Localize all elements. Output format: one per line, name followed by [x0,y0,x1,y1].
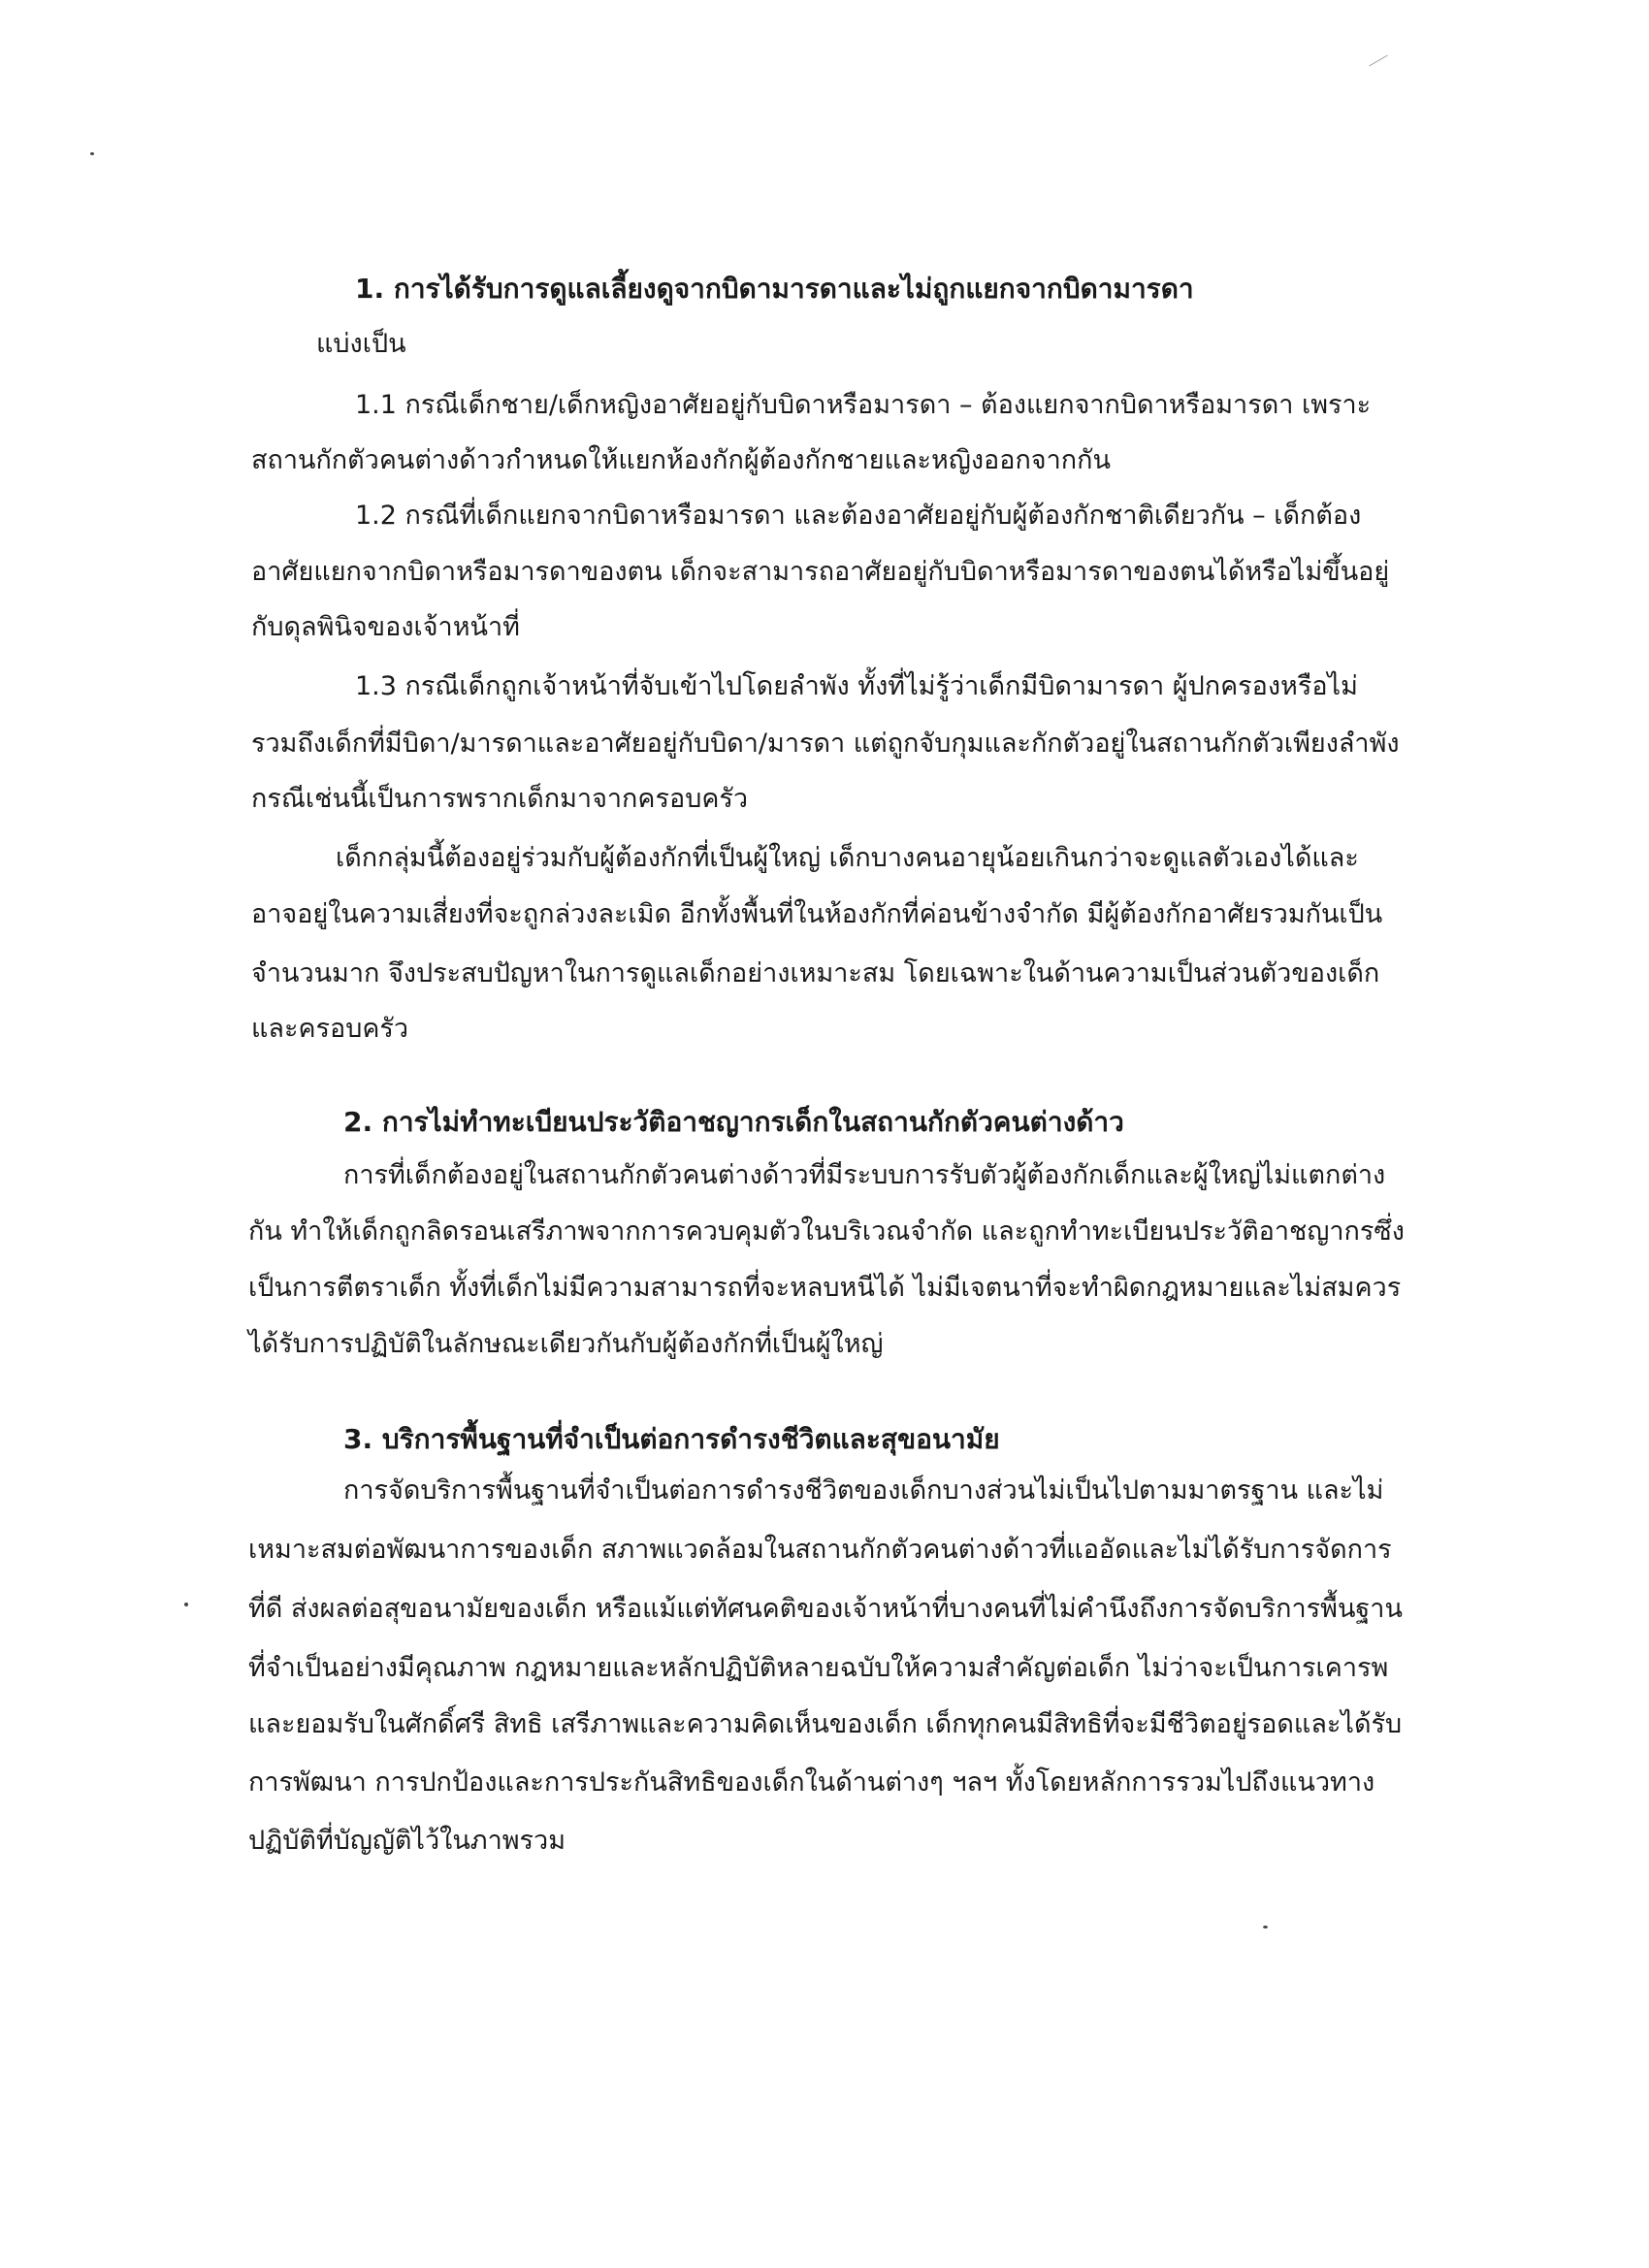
section-2-line-3: เป็นการตีตราเด็ก ทั้งที่เด็กไม่มีความสามารถที่จะหลบหนีได้ ไม่มีเจตนาที่จะทำผิดกฎหมายและไม่สมควร [248,1273,1402,1303]
section-3-line-6: การพัฒนา การปกป้องและการประกันสิทธิของเด็กในด้านต่างๆ ฯลฯ ทั้งโดยหลักการรวมไปถึงแนวทาง [248,1767,1375,1798]
scan-speck [184,1603,188,1606]
section-2-line-4: ได้รับการปฏิบัติในลักษณะเดียวกันกับผู้ต้องกักที่เป็นผู้ใหญ่ [248,1329,884,1359]
item-1-2-line-1: 1.2 กรณีที่เด็กแยกจากบิดาหรือมารดา และต้องอาศัยอยู่กับผู้ต้องกักชาติเดียวกัน – เด็กต้อง [355,501,1362,531]
section-1-para-line-2: อาจอยู่ในความเสี่ยงที่จะถูกล่วงละเมิด อีกทั้งพื้นที่ในห้องกักที่ค่อนข้างจำกัด มีผู้ต้องกักอาศัยรวมกันเป็น [251,899,1383,929]
section-3-heading: 3. บริการพื้นฐานที่จำเป็นต่อการดำรงชีวิตและสุขอนามัย [343,1423,1000,1455]
section-3-line-3: ที่ดี ส่งผลต่อสุขอนามัยของเด็ก หรือแม้แต่ทัศนคติของเจ้าหน้าที่บางคนที่ไม่คำนึงถึงการจัดบริการพื้นฐาน [248,1594,1403,1624]
item-1-1-line-2: สถานกักตัวคนต่างด้าวกำหนดให้แยกห้องกักผู้ต้องกักชายและหญิงออกจากกัน [251,445,1111,475]
section-3-line-7: ปฏิบัติที่บัญญัติไว้ในภาพรวม [248,1826,566,1856]
section-3-line-4: ที่จำเป็นอย่างมีคุณภาพ กฎหมายและหลักปฏิบัติหลายฉบับให้ความสำคัญต่อเด็ก ไม่ว่าจะเป็นการเคารพ [248,1653,1389,1683]
item-1-2-line-3: กับดุลพินิจของเจ้าหน้าที่ [251,612,520,642]
section-1-heading: 1. การได้รับการดูแลเลี้ยงดูจากบิดามารดาและไม่ถูกแยกจากบิดามารดา [355,273,1194,305]
section-1-para-line-3: จำนวนมาก จึงประสบปัญหาในการดูแลเด็กอย่างเหมาะสม โดยเฉพาะในด้านความเป็นส่วนตัวของเด็ก [251,958,1380,988]
item-1-3-line-3: กรณีเช่นนี้เป็นการพรากเด็กมาจากครอบครัว [251,784,749,814]
item-1-3-line-2: รวมถึงเด็กที่มีบิดา/มารดาและอาศัยอยู่กับบิดา/มารดา แต่ถูกจับกุมและกักตัวอยู่ในสถานกักตัวเพียงลำพัง [251,729,1400,759]
item-1-3-line-1: 1.3 กรณีเด็กถูกเจ้าหน้าที่จับเข้าไปโดยลำพัง ทั้งที่ไม่รู้ว่าเด็กมีบิดามารดา ผู้ปกครองหรือไม่ [355,671,1358,701]
section-3-line-1: การจัดบริการพื้นฐานที่จำเป็นต่อการดำรงชีวิตของเด็กบางส่วนไม่เป็นไปตามมาตรฐาน และไม่ [343,1475,1384,1506]
section-2-heading: 2. การไม่ทำทะเบียนประวัติอาชญากรเด็กในสถานกักตัวคนต่างด้าว [343,1106,1124,1138]
item-1-2-line-2: อาศัยแยกจากบิดาหรือมารดาของตน เด็กจะสามารถอาศัยอยู่กับบิดาหรือมารดาของตนได้หรือไม่ขึ้นอยู่ [251,557,1390,587]
section-3-line-2: เหมาะสมต่อพัฒนาการของเด็ก สภาพแวดล้อมในสถานกักตัวคนต่างด้าวที่แออัดและไม่ได้รับการจัดการ [248,1535,1392,1565]
section-1-para-line-1: เด็กกลุ่มนี้ต้องอยู่ร่วมกับผู้ต้องกักที่เป็นผู้ใหญ่ เด็กบางคนอายุน้อยเกินกว่าจะดูแลตัวเองได้และ [336,843,1359,873]
section-2-line-1: การที่เด็กต้องอยู่ในสถานกักตัวคนต่างด้าวที่มีระบบการรับตัวผู้ต้องกักเด็กและผู้ใหญ่ไม่แตกต่าง [343,1160,1386,1190]
section-1-intro: แบ่งเป็น [316,329,406,359]
section-2-line-2: กัน ทำให้เด็กถูกลิดรอนเสรีภาพจากการควบคุมตัวในบริเวณจำกัด และถูกทำทะเบียนประวัติอาชญากรซึ่ง [248,1216,1405,1247]
section-1-para-line-4: และครอบครัว [251,1014,409,1044]
scan-mark [1369,55,1388,67]
scan-speck [90,152,94,155]
scan-speck [1263,1926,1268,1928]
item-1-1-line-1: 1.1 กรณีเด็กชาย/เด็กหญิงอาศัยอยู่กับบิดาหรือมารดา – ต้องแยกจากบิดาหรือมารดา เพราะ [355,390,1372,420]
section-3-line-5: และยอมรับในศักดิ์ศรี สิทธิ เสรีภาพและความคิดเห็นของเด็ก เด็กทุกคนมีสิทธิที่จะมีชีวิตอยู่รอดและได้รับ [248,1709,1403,1739]
